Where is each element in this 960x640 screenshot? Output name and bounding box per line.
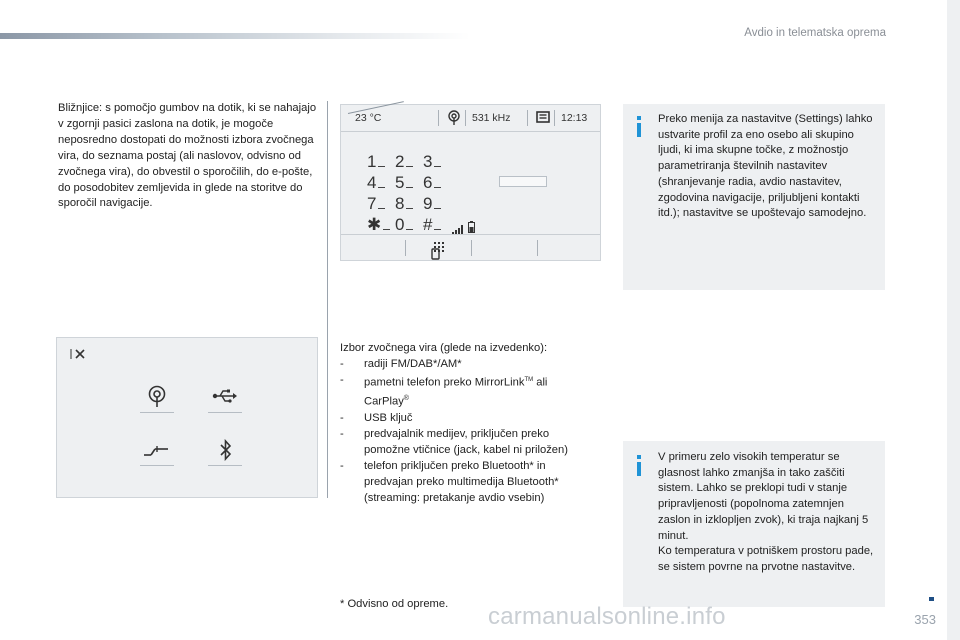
list-item: - telefon priključen preko Bluetooth* in predvajan preko multimedija Bluetooth* (streaming: pretakanje avdio vsebin) <box>340 459 559 504</box>
watermark: carmanualsonline.info <box>488 603 726 630</box>
message-icon <box>536 111 550 127</box>
info-box-temperature <box>623 441 885 607</box>
radio-icon <box>447 110 461 129</box>
list-item: - radiji FM/DAB*/AM* <box>340 357 462 370</box>
source-screen-illustration <box>56 337 318 498</box>
key-hash: # <box>423 215 447 235</box>
close-icon <box>70 347 86 366</box>
header-bar <box>0 33 470 39</box>
page-number: 353 <box>914 612 936 627</box>
key-3: 3 <box>423 152 447 172</box>
key-4: 4 <box>367 173 391 193</box>
info-box-settings <box>623 104 885 290</box>
screen-bottom-bar <box>341 234 600 261</box>
temperature-readout: 23 °C <box>355 112 382 124</box>
usb-icon <box>212 389 238 408</box>
intro-paragraph: Bližnjice: s pomočjo gumbov na dotik, ki se nahajajo v zgornji pasici zaslona na dotik, je mogoče neposredno dostopati do možnosti izbora zvočnega vira, do seznama postaj (ali naslovov, odvisno od zvočnega vira), do obvestil o sporočilih, do e-pošte, do posodobitev zemljevida in glede na storitve do sporočil navigacije. <box>58 102 317 210</box>
page-marker <box>929 597 934 601</box>
key-9: 9 <box>423 194 447 214</box>
sources-list <box>340 341 610 507</box>
key-0: 0 <box>395 215 419 235</box>
key-7: 7 <box>367 194 391 214</box>
key-5: 5 <box>395 173 419 193</box>
section-title: Avdio in telematska oprema <box>744 27 886 39</box>
page-edge-strip <box>947 0 960 640</box>
info-temperature-text: V primeru zelo visokih temperatur se glasnost lahko zmanjša in tako zaščiti sistem. Lahko se preklopi tudi v stanje pripravljenosti (popolnoma zatemnjen zaslon in izklopljen zvok), ki traja najkanj 5 minut. Ko temperatura v potniškem prostoru pade, se sistem povrne na prvotne nastavitve. <box>658 451 874 573</box>
sources-intro: Izbor zvočnega vira (glede na izvedenko): <box>340 342 548 354</box>
frequency-readout: 531 kHz <box>472 112 511 124</box>
key-2: 2 <box>395 152 419 172</box>
info-settings-text: Preko menija za nastavitve (Settings) lahko ustvarite profil za eno osebo ali skupino ljudi, ki ima skupne točke, z možnostjo parametriranja številnih nastavitev (shranjevanje radia, avdio nastavitev, zgodovina navigacije, priljubljeni kontakti itd.); nastavitve se upoštevajo samodejno. <box>658 113 873 220</box>
key-1: 1 <box>367 152 391 172</box>
aux-jack-icon <box>143 442 169 463</box>
screen-top-bar <box>341 105 600 132</box>
list-item: - USB ključ <box>340 412 413 425</box>
list-item: - predvajalnik medijev, priključen preko pomožne vtičnice (jack, kabel ni priložen) <box>340 428 568 456</box>
number-display-field <box>499 176 547 187</box>
key-8: 8 <box>395 194 419 214</box>
clock-readout: 12:13 <box>561 112 588 124</box>
bluetooth-icon <box>220 439 232 466</box>
phone-screen-illustration <box>340 104 601 261</box>
phone-handset-icon <box>431 247 441 265</box>
key-6: 6 <box>423 173 447 193</box>
column-divider <box>327 101 328 498</box>
footnote: * Odvisno od opreme. <box>340 598 449 610</box>
info-icon <box>637 455 641 459</box>
list-item: - pametni telefon preko MirrorLink™ ali CarPlay® <box>340 373 548 409</box>
info-icon <box>637 116 641 120</box>
radio-icon <box>147 385 167 414</box>
key-star: ✱ <box>367 215 391 235</box>
